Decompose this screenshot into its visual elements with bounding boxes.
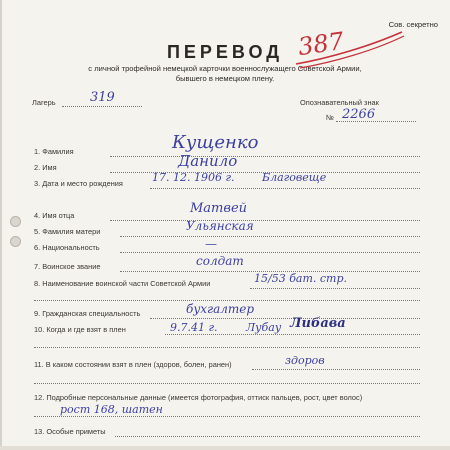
tag-prefix: №: [326, 113, 334, 122]
row-3-underline: [150, 188, 420, 189]
row-10-value-2: Лубау: [246, 321, 282, 334]
row-9-num: 9.: [34, 309, 41, 318]
row-13-num: 13.: [34, 427, 45, 436]
row-10-label: [34, 325, 126, 334]
row-10-text: Когда и где взят в плен: [46, 325, 126, 334]
row-5-underline: [120, 236, 420, 237]
row-8-num: 8.: [34, 279, 41, 288]
row-6-label: [34, 243, 100, 252]
row-8-value: 15/53 бат. стр.: [254, 272, 348, 285]
tag-value: 2266: [342, 107, 376, 122]
row-12-text: Подробные персональные данные (имеется фотография, оттиск пальцев, рост, цвет волос): [46, 393, 363, 402]
red-pencil-number: 387: [296, 26, 346, 62]
row-11-underline: [252, 369, 420, 370]
row-7-value: солдат: [196, 254, 244, 268]
row-2-label: [34, 163, 57, 172]
row-4-underline: [110, 220, 420, 221]
left-page-edge: [0, 0, 2, 450]
row-8-text: Наименование воинской части Советской Армии: [42, 279, 211, 288]
row-6-text: Национальность: [42, 243, 100, 252]
subtitle-line-2: бывшего в немецком плену.: [175, 74, 275, 83]
row-6-num: 6.: [34, 243, 41, 252]
row-10-underline: [165, 334, 420, 335]
punch-hole-bottom: [10, 236, 21, 247]
row-6-underline: [120, 252, 420, 253]
row-10-value-3: Либава: [290, 316, 346, 331]
row-12-value: рост 168, шатен: [60, 403, 163, 416]
bottom-page-edge: [0, 446, 450, 450]
row-1-value: Кущенко: [172, 132, 259, 153]
row-7-label: [34, 262, 100, 271]
row-5-num: 5.: [34, 227, 41, 236]
subtitle-line-1: с личной трофейной немецкой карточки военнослужащего Советской Армии,: [88, 64, 362, 73]
row-3-num: 3.: [34, 179, 41, 188]
row-8-underline: [250, 288, 420, 289]
row-3-text: Дата и место рождения: [42, 179, 123, 188]
row-11-text: В каком состоянии взят в плен (здоров, болен, ранен): [45, 360, 232, 369]
tag-label: Опознавательный знак: [300, 98, 379, 107]
row-6-value: —: [205, 237, 217, 251]
row-10-value: 9.7.41 г.: [170, 321, 218, 334]
row-9-underline: [150, 318, 420, 319]
camp-label: Лагерь: [32, 98, 56, 107]
camp-underline: [62, 106, 142, 107]
row-2-text: Имя: [42, 163, 57, 172]
row-10-num: 10.: [34, 325, 45, 334]
classification-mark: Сов. секретно: [388, 20, 438, 29]
row-1-num: 1.: [34, 147, 41, 156]
row-3-value-2: Благовеще: [262, 171, 327, 184]
camp-value: 319: [90, 90, 115, 105]
row-8-label: [34, 279, 210, 288]
row-5-value: Ульянская: [186, 219, 254, 233]
row-9-label: [34, 309, 140, 318]
row-2-num: 2.: [34, 163, 41, 172]
row-7-num: 7.: [34, 262, 41, 271]
row-9-text: Гражданская специальность: [42, 309, 141, 318]
row-12-label: [34, 393, 362, 402]
row-1-underline: [110, 156, 420, 157]
row-11-label: [34, 360, 232, 369]
row-4-text: Имя отца: [42, 211, 75, 220]
row-7-text: Воинское звание: [42, 262, 101, 271]
row-1-label: [34, 147, 74, 156]
row-10-underline-2: [34, 347, 420, 348]
row-4-num: 4.: [34, 211, 41, 220]
row-9-value: бухгалтер: [186, 302, 255, 316]
row-5-text: Фамилия матери: [42, 227, 101, 236]
row-2-value: Данило: [178, 152, 238, 170]
row-3-label: [34, 179, 123, 188]
row-12-underline: [34, 416, 420, 417]
red-pencil-strokes: [290, 28, 410, 73]
row-12-num: 12.: [34, 393, 45, 402]
row-8-underline-2: [34, 300, 420, 301]
punch-hole-top: [10, 216, 21, 227]
row-3-value: 17. 12. 1906 г.: [152, 171, 235, 184]
row-4-value: Матвей: [190, 201, 248, 216]
row-13-underline: [115, 436, 420, 437]
row-13-label: [34, 427, 106, 436]
row-1-text: Фамилия: [42, 147, 74, 156]
row-13-text: Особые приметы: [46, 427, 106, 436]
row-11-num: 11.: [34, 360, 44, 369]
row-5-label: [34, 227, 100, 236]
document-title: ПЕРЕВОД: [166, 42, 284, 62]
row-11-value: здоров: [285, 354, 325, 367]
row-11-underline-2: [34, 383, 420, 384]
row-4-label: [34, 211, 74, 220]
